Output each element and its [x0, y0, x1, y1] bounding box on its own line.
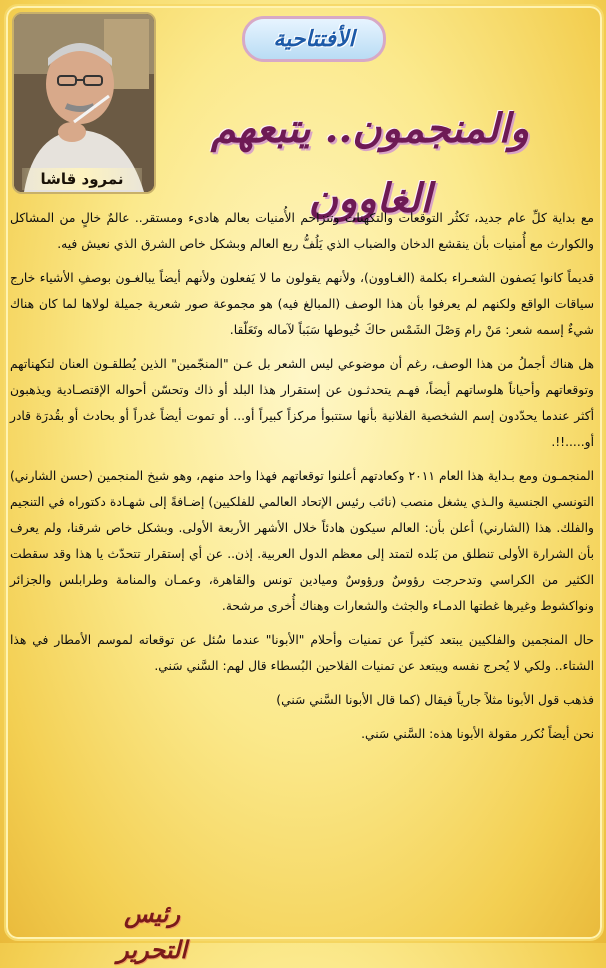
paragraph-1: مع بداية كلِّ عام جديد، تَكثُر التوقعات والتكهنات وتتزاحم الأُمنيات بعالم هادىء ومستقر.. عالمٌ خالٍ من المشاكل والكوارث مع أُمنيات بأن ينقشع الدخان والضباب الذي يَلُفُّ ربع العالم وبشكل خاص الشرق الذي نعيش فيه. [10, 211, 594, 251]
editor-signature: رئيس التحرير [117, 899, 187, 964]
article-body [10, 205, 594, 755]
paragraph-7: نحن أيضاً نُكرر مقولة الأبونا هذه: السَّني سَني. [361, 727, 594, 741]
paragraph-3: هل هناك أجملُ من هذا الوصف، رغم أن موضوعي ليس الشعر بل عـن "المنجّمين" الذين يُطلقـون العنان لتكهناتهم وتوقعاتهم وأحياناً هلوساتهم أيضاً، فهـم يتحدثـون عن إستقرار هذا البلد أو ذاك وتحسّن أحواله الإقتصـادية ويذهبون أكثر عندما يحدّدون إسم الشخصية الفلانية بأنها ستتبوأ مركزاً كبيراً أو... أو تموت أيضاً غدراً أو بحادث أو بقُدرَة قادر أو.....!!. [10, 357, 594, 449]
headline: والمنجمون.. يتبعهم الغاوون [210, 105, 530, 222]
paragraph-5: حال المنجمين والفلكيين يبتعد كثيراً عن تمنيات وأحلام "الأبونا" عندما سُئل عن توقعاته لموسم الأمطار في هذا الشتاء.. ولكي لا يُحرج نفسه ويبتعد عن تمنيات الفلاحين البُسطاء قال لهم: السَّني سَني. [10, 633, 594, 673]
section-tag: الأفتتاحية [242, 16, 386, 62]
portrait-image [14, 14, 154, 192]
author-photo [12, 12, 156, 194]
author-name: نمرود قاشا [22, 168, 142, 190]
paragraph-4: المنجمـون ومع بـداية هذا العام ٢٠١١ وكعادتهم أعلنوا توقعاتهم فهذا واحد منهم، وهو شيخ المنجمين (حسن الشارني) التونسي الجنسية والـذي يشغل منصب (نائب رئيس الإتحاد العالمي للفلكيين) إضـافةً إلى شهـادة دكتوراه في التنجيم والفلك. هذا (الشارني) أعلن بأن: العالم سيكون هادئاً خلال الأشهر الأربعة الأولى. وبشكل خاص شرقنا، ولم يعرف بأن الشرارة الأولى تنطلق من بَلده لتمتد إلى معظم الدول العربية. إذن.. عن أي إستقرار تتحدّث يا هذا وقد سقطت الكثير من الكراسي وتدحرجت رؤوسٌ ورؤوسٌ وميادين تونس والقاهرة، وعمـان والمنامة وطرابلس والجزائر ونواكشوط وغيرها غطتها الدمـاء والجثث والشعارات وهناك أُخرى مرشحة. [10, 469, 594, 613]
paragraph-6: فذهب قول الأبونا مثلاً جارياً فيقال (كما قال الأبونا السَّني سَني) [276, 693, 594, 707]
paragraph-2: قديماً كانوا يَصفون الشعـراء بكلمة (الغـاوون)، ولأنهم يقولون ما لا يَفعلون ولأنهم أيضاً يبالغـون بوصفِ الأشياء خارج سياقات الواقع ولكنهم لم يعرفوا بأن هذا الوصف (المبالغ فيه) هو مجموعة صور شعرية جميلة لولاها لما كان هناك شيءٌ إسمه شعر: مَنْ رام وَصْلَ الشَمْس حاكَ خُيوطها سَبَباً لآماله وتَعَلّقا. [10, 271, 594, 337]
